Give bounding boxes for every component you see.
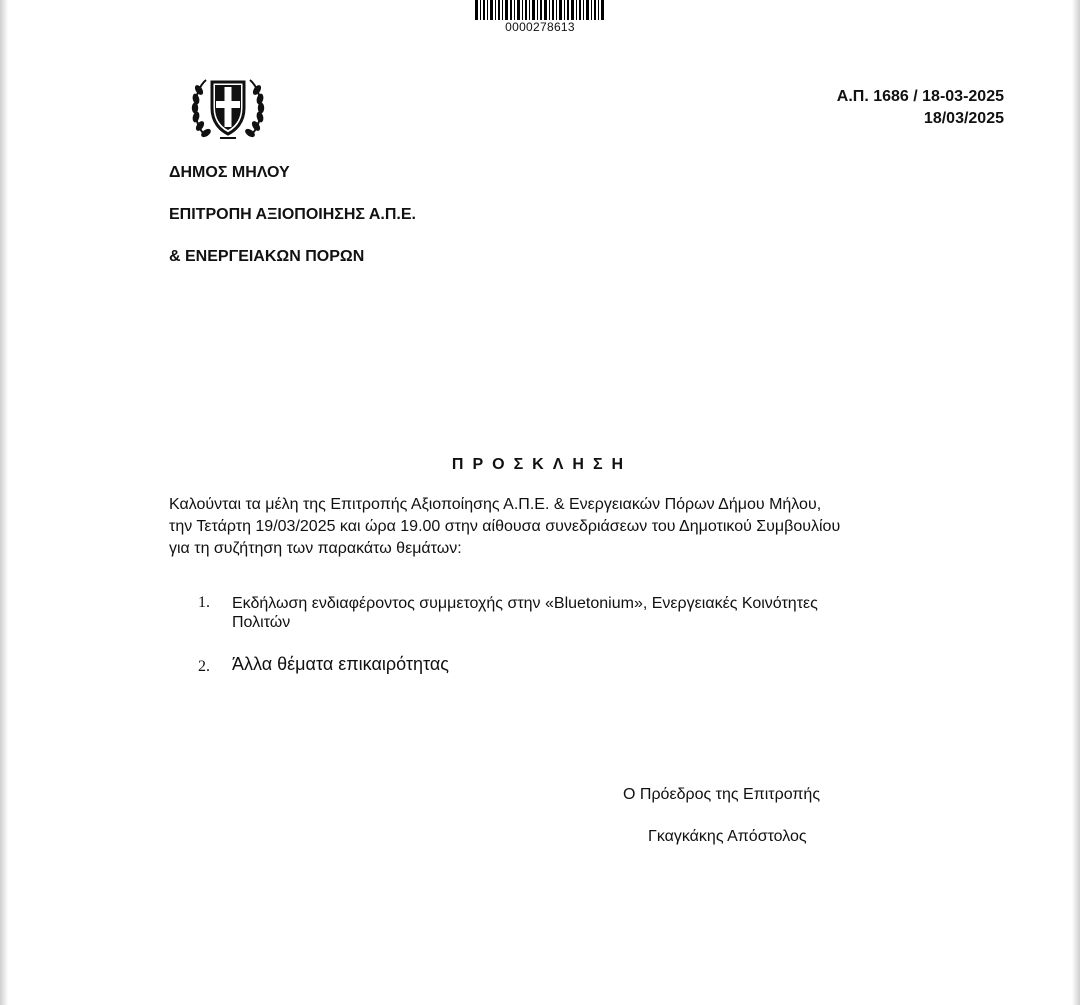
body-line: Καλούνται τα μέλη της Επιτροπής Αξιοποίησης Α.Π.Ε. & Ενεργειακών Πόρων Δήμου Μήλου,: [169, 496, 822, 513]
body-line: την Τετάρτη 19/03/2025 και ώρα 19.00 στην αίθουσα συνεδριάσεων του Δημοτικού Συμβουλίου: [169, 518, 841, 535]
agenda-item-text: [232, 594, 932, 632]
document-title: ΠΡΟΣΚΛΗΣΗ: [451, 456, 633, 473]
committee-name-line1: ΕΠΙΤΡΟΠΗ ΑΞΙΟΠΟΙΗΣΗΣ Α.Π.Ε.: [169, 206, 416, 223]
committee-name-line2: & ΕΝΕΡΓΕΙΑΚΩΝ ΠΟΡΩΝ: [169, 248, 365, 265]
protocol-number: Α.Π. 1686 / 18-03-2025: [836, 88, 1004, 105]
agenda-item-number: 1.: [198, 594, 210, 611]
barcode: [473, 0, 607, 20]
page-edge-right: [1072, 0, 1080, 1005]
agenda-item-text: Άλλα θέματα επικαιρότητας: [232, 654, 449, 674]
page-edge-left: [0, 0, 8, 1005]
barcode-number: 0000278613: [505, 20, 575, 34]
greek-coat-of-arms-emblem: [190, 68, 266, 144]
signatory-name: Γκαγκάκης Απόστολος: [648, 828, 807, 845]
invitation-body: [169, 494, 929, 560]
protocol-reference-block: [837, 86, 1004, 130]
municipality-name: ΔΗΜΟΣ ΜΗΛΟΥ: [169, 164, 290, 181]
signatory-role: Ο Πρόεδρος της Επιτροπής: [623, 786, 821, 803]
agenda-item-number: 2.: [198, 658, 210, 675]
body-line: για τη συζήτηση των παρακάτω θεμάτων:: [169, 540, 462, 557]
agenda-item-line: Πολιτών: [232, 614, 291, 631]
agenda-item-line: Εκδήλωση ενδιαφέροντος συμμετοχής στην «Bluetonium», Ενεργειακές Κοινότητες: [232, 595, 818, 612]
document-date: 18/03/2025: [923, 110, 1004, 127]
